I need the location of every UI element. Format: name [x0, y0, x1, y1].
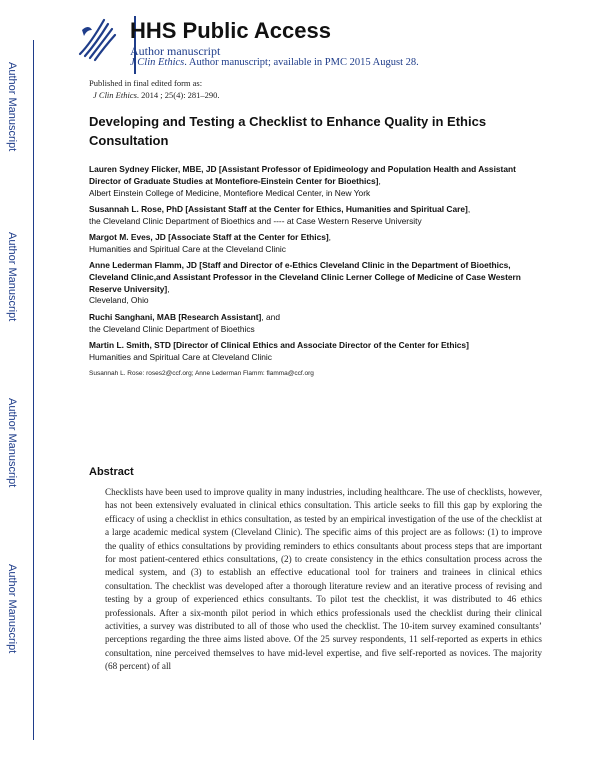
- journal-name: J Clin Ethics: [130, 57, 185, 68]
- margin-rule: [33, 40, 34, 740]
- author-entry: [89, 204, 539, 228]
- author-affiliation: the Cleveland Clinic Department of Bioethics: [89, 323, 255, 334]
- author-entry: [89, 340, 539, 364]
- author-name: Margot M. Eves, JD [Associate Staff at the Center for Ethics]: [89, 231, 329, 242]
- author-entry: [89, 312, 539, 336]
- author-affiliation: Humanities and Spiritual Care at the Cleveland Clinic: [89, 243, 286, 254]
- author-entry: [89, 260, 539, 307]
- author-affiliation: Albert Einstein College of Medicine, Montefiore Medical Center, in New York: [89, 187, 371, 198]
- article-title: Developing and Testing a Checklist to Enhance Quality in Ethics Consultation: [89, 114, 487, 148]
- author-name: Ruchi Sanghani, MAB [Research Assistant]: [89, 311, 262, 322]
- citation-details: . 2014 ; 25(4): 281–290.: [136, 89, 220, 100]
- side-label-3: Author Manuscript: [6, 398, 18, 488]
- manuscript-subtitle: Author manuscript: [130, 44, 221, 58]
- author-entry: [89, 232, 539, 256]
- journal-availability-text: . Author manuscript; available in PMC 2015 August 28.: [184, 57, 419, 68]
- author-list: [89, 164, 539, 380]
- author-name: Susannah L. Rose, PhD [Assistant Staff at the Center for Ethics, Humanities and Spiritual Care]: [89, 203, 468, 214]
- published-note: Published in final edited form as:: [89, 78, 203, 88]
- author-affiliation: the Cleveland Clinic Department of Bioethics and ---- at Case Western Reserve University: [89, 215, 422, 226]
- author-affiliation: Cleveland, Ohio: [89, 295, 149, 306]
- author-separator: , and: [261, 311, 280, 322]
- side-label-4: Author Manuscript: [6, 564, 18, 654]
- hhs-eagle-logo-icon: [74, 12, 118, 66]
- abstract-body: Checklists have been used to improve quality in many industries, including healthcare. The use of checklists, however, has not been extensively evaluated in clinical ethics consultation. This article seeks to fill this gap by exploring the efficacy of using a checklist in ethics consultation, as tested by an empirical investigation of the use of the checklist at a large academic medical system (Cleveland Clinic). The specific aims of this project are as follows: (1) to improve the quality of ethics consultations by providing reminders to ethics consultants about process steps that are important for most patient-centered ethics consultations, (2) to create consistency in the ethics consultation process across the medical system, and (3) to establish an effective educational tool for trainers and trainees in clinical ethics consultation. The checklist was developed after a thorough literature review and an iterative process of revising and testing by a group of experienced ethics consultants. To pilot test the checklist, it was distributed to 46 ethics professionals. After a six-month pilot period in which ethics professionals used the checklist during their clinical activities, a survey was distributed to all of those who used the checklist. The 10-item survey examined consultants’ perceptions regarding the three aims listed above. Of the 25 survey respondents, 11 self-reported as experts in ethics consultation, nine perceived themselves to have mid-level expertise, and five self-reported as novices. The majority (68 percent) of all: [105, 487, 542, 672]
- author-separator: ,: [467, 203, 471, 214]
- publication-info: [89, 78, 220, 101]
- brand-title: HHS Public Access: [130, 18, 331, 43]
- abstract-heading: Abstract: [89, 466, 134, 478]
- journal-availability: [130, 57, 419, 68]
- citation-journal: J Clin Ethics: [93, 89, 137, 100]
- author-name: Martin L. Smith, STD [Director of Clinical Ethics and Associate Director of the Center for Ethics]: [89, 339, 469, 350]
- author-entry: [89, 164, 539, 199]
- author-name: Lauren Sydney Flicker, MBE, JD [Assistant Professor of Epidimeology and Population Health and Assistant Director of Graduate Studies at Montefiore-Einstein Center for Bioethics]: [89, 164, 516, 186]
- author-separator: ,: [167, 283, 170, 294]
- author-separator: ,: [378, 175, 381, 186]
- citation: [89, 90, 220, 102]
- author-name: Anne Lederman Flamm, JD [Staff and Director of e-Ethics Cleveland Clinic in the Department of Bioethics, Cleveland Clinic,and Assistant Professor in the Cleveland Clinic Lerner College of Medicine of Case Western Reserve University]: [89, 260, 521, 294]
- author-separator: ,: [328, 231, 331, 242]
- contact-emails: Susannah L. Rose: roses2@ccf.org; Anne Lederman Flamm: flamma@ccf.org: [89, 369, 314, 377]
- author-affiliation: Humanities and Spiritual Care at Cleveland Clinic: [89, 351, 272, 362]
- side-label-2: Author Manuscript: [6, 232, 18, 322]
- side-label-1: Author Manuscript: [6, 62, 18, 152]
